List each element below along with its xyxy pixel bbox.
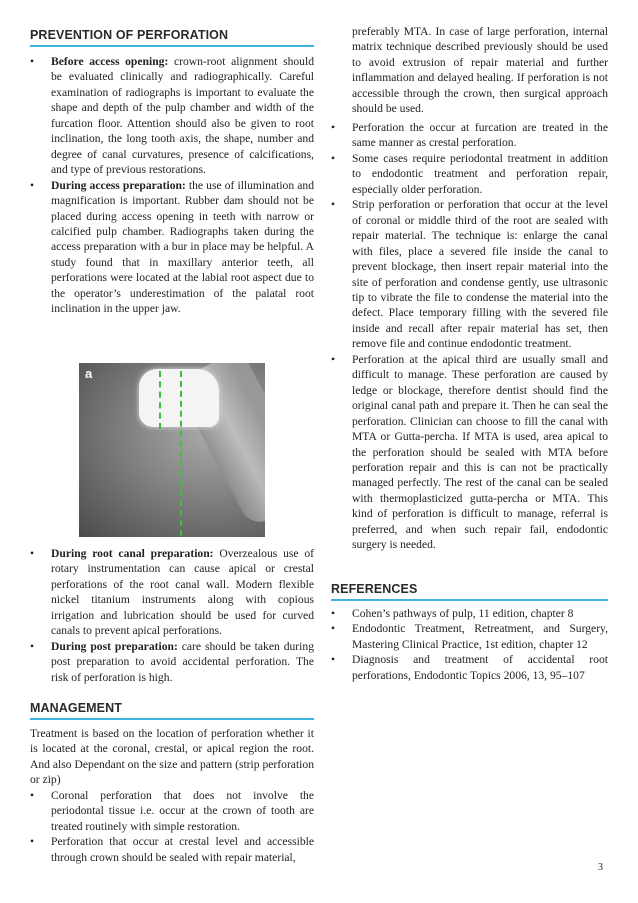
reference-item: • Endodontic Treatment, Retreatment, and Surgery, Mastering Clinical Practice, 1st edition, chapter 12 [331,622,608,651]
list-item: • During root canal preparation: Overzealous use of rotary instrumentation can cause apical or crestal perforations of the root canal wall. Modern flexible nickel titanium instruments along with copious irrigation and lubrication should be used for curved canals to prevent apical perforations. [30,547,314,638]
prevention-heading: PREVENTION OF PERFORATION [30,28,314,42]
management-intro: Treatment is based on the location of perforation whether it is located at the coronal, crestal, or apical region the root. And also Dependant on the size and pattern (strip perforation or zip) [30,727,314,787]
tooth-crown [139,369,219,427]
prevention-list-continued [30,546,314,685]
list-item: • During access preparation: the use of illumination and magnification is important. Rubber dam should not be placed during access opening in teeth with narrow or calcified pulp chamber. Radiographs taken during the access preparation with a bur in place may be helpful. A study found that in maxillary anterior teeth, all perforations were located at the labial root aspect due to the operator’s underestimation of the palatal root inclination in the upper jaw. [30,178,314,316]
prevention-list [30,54,314,317]
list-item: • Some cases require periodontal treatment in addition to endodontic treatment and perforation repair, especially older perforation. [331,151,608,196]
bullet: • [331,151,336,165]
list-item: • During post preparation: care should be taken during post preparation to avoid accidental perforation. The risk of perforation is high. [30,639,314,684]
list-item: • Coronal perforation that does not involve the periodontal tissue i.e. occur at the crown of tooth are treated routinely with simple restoration. [30,788,314,833]
list-item: • Strip perforation or perforation that occur at the level of coronal or middle third of the root are sealed with repair material. The technique is: enlarge the canal with files, place a severed file inside the canal to prevent blockage, then insert repair material into the site of perforation and condense gently, use ultrasonic tip to vibrate the file to condense the material into the defect. Place temporary filling with the severed file inside and recall after repair material has set, then remove file and continue endodontic treatment. [331,198,608,351]
bullet: • [30,547,35,560]
radiograph-figure [79,363,265,537]
figure-label: a [85,366,93,381]
list-item: • Perforation the occur at furcation are treated in the same manner as crestal perforation. [331,121,608,150]
continuation-text: preferably MTA. In case of large perforation, internal matrix technique described previously should be used to avoid extrusion of repair material and further inflammation and delayed healing. If perforation is not accessible through the crown, then surgical approach should be used. [352,25,608,116]
list-item: • Before access opening: crown-root alignment should be evaluated clinically and radiographically. Careful examination of radiographs is important to evaluate the shape and depth of the pulp chamber and width of the furcation floor. Attention should also be given to root inclination, the long tooth axis, the shape, number and degree of canal curvatures, presence of calcifications, and type of previous restorations. [30,55,314,177]
list-item: • Perforation at the apical third are usually small and difficult to manage. These perforation are caused by ledge or blockage, therefore dentist should find the original canal path and prepare it. Then he can seal the perforation. Clinician can choose to fill the canal with MTA or Gutta-percha. If MTA is used, area apical to the perforation should be sealed with MTA before perforation repair and this is can not be practically managed perfectly. The rest of the canal can be sealed with thermoplasticized gutta-percha or MTA. This kind of perforation is difficult to manage, referral is preferred, and when such repair fail, endodontic surgery is needed. [331,352,608,552]
bullet: • [331,352,336,366]
heading-rule [30,718,314,720]
management-body [30,726,314,865]
bullet: • [331,198,336,212]
reference-item: • Cohen’s pathways of pulp, 11 edition, chapter 8 [331,607,574,620]
guide-line [159,371,161,429]
list-item: • Perforation that occur at crestal level and accessible through crown should be sealed with repair material, [30,835,314,864]
bullet: • [331,653,336,667]
bullet: • [30,55,35,68]
bullet: • [30,639,35,653]
management-heading: MANAGEMENT [30,701,314,715]
bullet: • [30,178,35,192]
bullet: • [331,607,336,620]
guide-line [180,371,182,536]
references-heading: REFERENCES [331,582,608,596]
bullet: • [30,835,35,849]
heading-rule [30,45,314,47]
bullet: • [30,788,35,802]
bullet: • [331,622,336,636]
page-number: 3 [598,862,603,873]
bullet: • [331,121,336,134]
reference-item: • Diagnosis and treatment of accidental root perforations, Endodontic Topics 2006, 13, 95–107 [331,653,608,682]
management-list-continued [331,120,608,553]
heading-rule [331,599,608,601]
references-list [331,606,608,683]
